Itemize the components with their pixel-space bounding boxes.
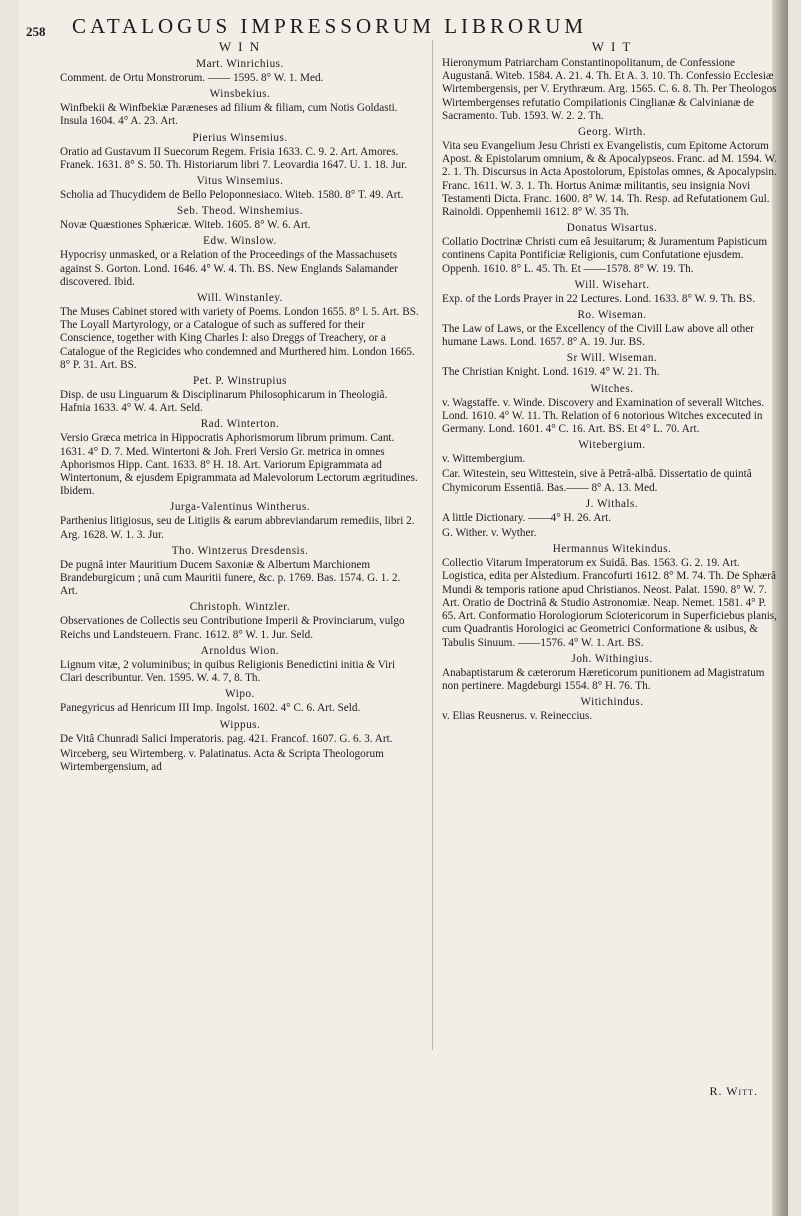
catalogue-entry [60, 57, 420, 85]
catalogue-entry [442, 468, 782, 494]
entry-text: Wirceberg, seu Wirtemberg. v. Palatinatus. Acta & Scripta Theologorum Wirtembergensium, ad [60, 747, 384, 773]
entry-text: Vita seu Evangelium Jesu Christi ex Evangelistis, cum Epitome Actorum Apost. & Epistolarum omnium, & & Apocalypseos. Franc. ad M. 1594. W. 2. 1. Th. Discursus in Acta Apostolorum, Epistolas omnes, & Apocalypsin. Franc. 1611. W. 3. 1. Th. Hortus Animæ militantis, seu insignia Novi Testamenti Dicta. Franc. 1600. 8° W. 14. Th. Resp. ad Refutationem Gul. Rainoldi. Oppenhemii 1612. 8° W. 35 Th. [442, 140, 777, 219]
entry-text: Observationes de Collectis seu Contributione Imperii & Provinciarum, vulgo Reichs und Landsteuern. Franc. 1612. 8° W. 1. Jur. Seld. [60, 615, 405, 641]
entry-author: Witichindus. [580, 696, 644, 709]
entry-text: Novæ Quæstiones Sphæricæ. Witeb. 1605. 8° W. 6. Art. [60, 219, 311, 232]
catalogue-entry [60, 417, 420, 498]
catalogue-entry [60, 374, 420, 415]
entry-text: Car. Witestein, seu Wittestein, sive à Petrâ-albâ. Dissertatio de quintâ Chymicorum Essentiâ. Bas.—— 8° A. 13. Med. [442, 468, 752, 494]
entry-author: Joh. Withingius. [571, 652, 653, 665]
entry-text: The Muses Cabinet stored with variety of Poems. London 1655. 8° l. 5. Art. BS. The Loyall Martyrology, or a Catalogue of such as suffered for their Conscience, together with King Charles I: also Dreggs of Treachery, or a Catalogue of the Regicides who condemned and Murthered him. London 1665. 8° P. 31. Art. BS. [60, 306, 419, 371]
catalogue-entry [60, 204, 420, 232]
catalogue-entry [60, 600, 420, 641]
entry-author: Vitus Winsemius. [196, 175, 284, 188]
catalogue-entry [442, 351, 782, 379]
catalogue-entry [442, 125, 782, 219]
entry-text: Collectio Vitarum Imperatorum ex Suidâ. Bas. 1563. G. 2. 19. Art. Logistica, edita per Alstedium. Francofurti 1612. 8° M. 74. Th. De Sphærâ Mundi & temporis ratione apud Christianos. Neost. Palat. 1590. 8° W. 7. Art. Oratio de Doctrinâ & Studio Astronomiæ. Neap. Nemet. 1581. 4° P. 65. Art. Conformatio Horologiorum Sciotericorum in Superficiebus planis, cum Quadrantis Horologici ac Geometrici Conformatione & usibus, & Tabulis Sinuum. ——1576. 4° W. 1. Art. BS. [442, 557, 777, 649]
entry-text: De Vitâ Chunradi Salici Imperatoris. pag. 421. Francof. 1607. G. 6. 3. Art. [60, 732, 393, 745]
entry-author: Edw. Winslow. [203, 235, 277, 248]
entry-text: Winfbekii & Winfbekiæ Paræneses ad filium & filiam, cum Notis Goldasti. Insula 1604. 4° A. 23. Art. [60, 102, 398, 128]
catalogue-entry [60, 687, 420, 715]
entry-text: Disp. de usu Linguarum & Disciplinarum Philosophicarum in Theologiâ. Hafnia 1633. 4° W. 4. Art. Seld. [60, 389, 388, 415]
column-divider [432, 40, 433, 1050]
catalogue-entry [60, 174, 420, 202]
catalogue-entry [60, 718, 420, 746]
entry-author: Georg. Wirth. [577, 126, 647, 139]
entry-text: Scholia ad Thucydidem de Bello Peloponnesiaco. Witeb. 1580. 8° T. 49. Art. [60, 189, 404, 202]
entry-text: Oratio ad Gustavum II Suecorum Regem. Frisia 1633. C. 9. 2. Art. Amores. Franek. 1631. 8° S. 50. Th. Historiarum libri 7. Leovardia 1647. U. 1. 18. Jur. [60, 145, 408, 171]
entry-text: Collatio Doctrinæ Christi cum eâ Jesuitarum; & Juramentum Papisticum continens Capita Pontificiæ Religionis, cum Confutatione ejusdem. Oppenh. 1610. 8° L. 45. Th. Et ——1578. 8° W. 19. Th. [442, 236, 768, 275]
left-column [60, 40, 420, 776]
left-column-heading: W I N [218, 39, 262, 54]
entry-text: Lignum vitæ, 2 voluminibus; in quibus Religionis Benedictini initia & Viri Clari describuntur. Ven. 1595. W. 4. 7, 8. Th. [60, 658, 396, 685]
entry-author: Arnoldus Wion. [200, 644, 280, 657]
right-column [442, 40, 782, 725]
entry-author: Sr Will. Wiseman. [566, 352, 658, 365]
entry-author: Wipo. [225, 688, 255, 701]
entry-text: Anabaptistarum & cæterorum Hæreticorum punitionem ad Magistratum non pertinere. Magdeburgi 1554. 8° H. 76. Th. [442, 666, 765, 692]
catalogue-entry [60, 291, 420, 372]
catalogue-entry [442, 438, 782, 466]
entry-text: v. Wagstaffe. v. Winde. Discovery and Examination of severall Witches. Lond. 1610. 4° W. 11. Th. Relation of 6 notorious Witches excecuted in Germany. Lond. 1601. 4° C. 16. Art. BS. Et 4° L. 70. Art. [442, 396, 765, 436]
right-column-heading: W I T [591, 39, 633, 54]
entry-author: Seb. Theod. Winshemius. [177, 205, 303, 218]
catalogue-entry [442, 652, 782, 693]
catalogue-entry [442, 308, 782, 349]
entry-author: Donatus Wisartus. [566, 222, 658, 235]
entry-author: J. Withals. [585, 497, 639, 510]
entry-text: Hypocrisy unmasked, or a Relation of the Proceedings of the Massachusets against S. Gorton. Lond. 1646. 4° W. 4. Th. BS. New Englands Salamander discovered. Ibid. [60, 249, 398, 288]
entry-author: Witebergium. [578, 439, 646, 452]
running-title: CATALOGUS IMPRESSORUM LIBRORUM [72, 14, 588, 38]
entry-author: Winsbekius. [209, 88, 271, 101]
entry-text: A little Dictionary. ——4° H. 26. Art. [442, 511, 612, 524]
entry-text: v. Elias Reusnerus. v. Reineccius. [442, 710, 593, 723]
catalogue-entry [442, 497, 782, 525]
catalogue-entry [60, 748, 420, 774]
entry-text: The Law of Laws, or the Excellency of the Civill Law above all other humane Laws. Lond. 1657. 8° A. 19. Jur. BS. [442, 323, 754, 349]
entry-author: Mart. Winrichius. [196, 58, 284, 70]
entry-author: Tho. Wintzerus Dresdensis. [171, 544, 309, 557]
entry-author: Rad. Winterton. [200, 418, 280, 431]
entry-text: De pugnâ inter Mauritium Ducem Saxoniæ & Albertum Marchionem Brandeburgicum ; unâ cum Mauritii funere, &c. p. 1769. Bas. 1574. G. 1. 2. Art. [60, 558, 401, 598]
entry-author: Witches. [590, 382, 634, 395]
catalogue-entry [442, 57, 782, 123]
entry-text: Panegyricus ad Henricum III Imp. Ingolst. 1602. 4° C. 6. Art. Seld. [60, 702, 361, 715]
catalogue-entry [60, 644, 420, 685]
entry-text: v. Wittembergium. [442, 453, 526, 466]
right-entries [442, 57, 782, 723]
entry-author: Will. Wisehart. [574, 278, 650, 291]
catchword: R. Witt. [709, 1084, 758, 1098]
left-entries [60, 57, 420, 774]
entry-text: Parthenius litigiosus, seu de Litigiis & earum abbreviandarum remediis, libri 2. Arg. 1628. W. 1. 3. Jur. [60, 515, 415, 541]
entry-text: Exp. of the Lords Prayer in 22 Lectures. Lond. 1633. 8° W. 9. Th. BS. [442, 292, 756, 305]
catalogue-entry [60, 87, 420, 128]
catalogue-entry [442, 527, 782, 540]
catalogue-entry [60, 131, 420, 172]
entry-author: Ro. Wiseman. [577, 309, 647, 322]
entry-text: The Christian Knight. Lond. 1619. 4° W. 21. Th. [442, 366, 660, 379]
catalogue-entry [60, 544, 420, 599]
entry-author: Jurga-Valentinus Wintherus. [169, 501, 311, 514]
entry-author: Christoph. Wintzler. [189, 601, 291, 614]
entry-text: G. Wither. v. Wyther. [442, 527, 537, 540]
entry-text: Versio Græca metrica in Hippocratis Aphorismorum librum primum. Cant. 1631. 4° D. 7. Med. Wintertoni & Joh. Freri Versio Gr. metrica in omnes Aphorismos Hipp. Cant. 1633. 8° H. 18. Art. Variorum Epigrammata ad Wintertonum, & ejusdem Epigrammata ad Malevolorum Lectorum ægritudines. Ibidem. [60, 432, 418, 498]
catalogue-entry [442, 382, 782, 437]
catalogue-entry [442, 278, 782, 306]
catalogue-entry [442, 542, 782, 649]
entry-author: Wippus. [219, 718, 261, 731]
catalogue-entry [60, 234, 420, 289]
catalogue-entry [60, 500, 420, 541]
entry-author: Pet. P. Winstrupius [192, 375, 287, 388]
catalogue-entry [442, 221, 782, 276]
catalogue-page [18, 0, 788, 1216]
entry-author: Will. Winstanley. [197, 292, 283, 305]
entry-text: Comment. de Ortu Monstrorum. —— 1595. 8° W. 1. Med. [60, 72, 324, 84]
entry-text: Hieronymum Patriarcham Constantinopolitanum, de Confessione Augustanâ. Witeb. 1584. A. 21. 4. Th. Et A. 3. 10. Th. Confessio Ecclesiæ Wirtembergensis, per V. Erythræum. Arg. 1565. C. 6. 8. Th. Per Theologos Wirtembergenses refutatio Compilationis Cinglianæ & Calvinianæ de Sacramento. Tub. 1593. W. 2. 2. Th. [442, 57, 777, 122]
page-number: 258 [26, 24, 46, 39]
entry-author: Pierius Winsemius. [192, 131, 288, 144]
entry-author: Hermannus Witekindus. [552, 543, 672, 556]
catalogue-entry [442, 695, 782, 723]
